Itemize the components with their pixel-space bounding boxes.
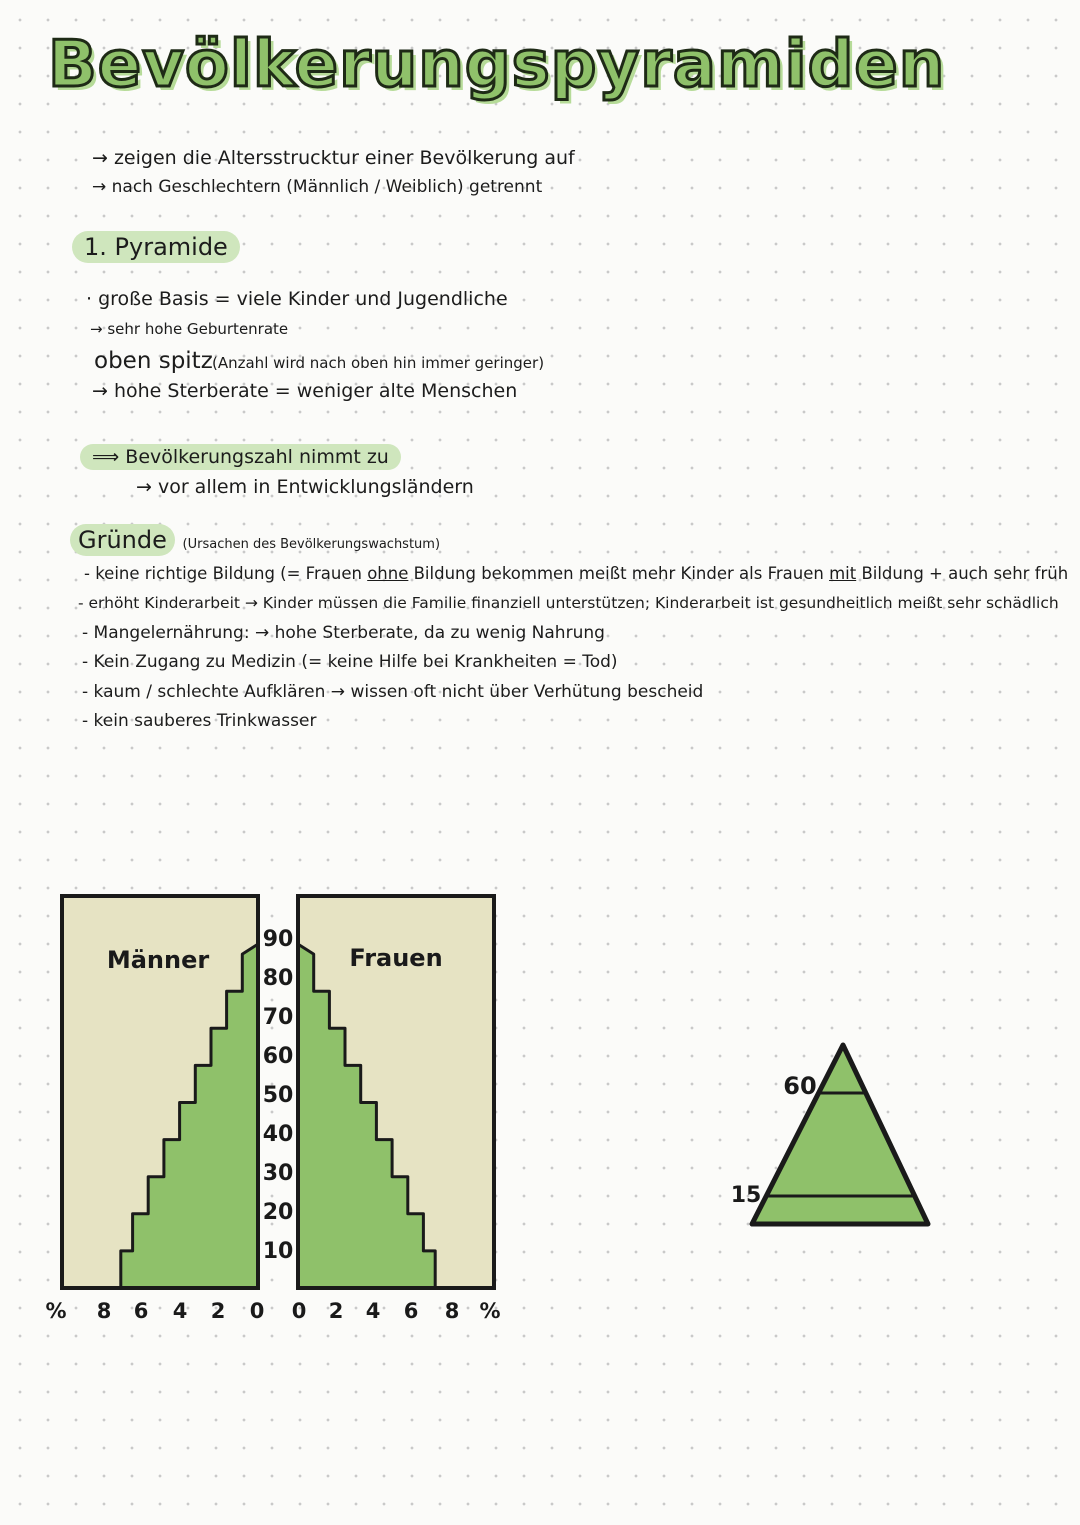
conclusion-label: ⟹ Bevölkerungszahl nimmt zu [80,444,401,470]
x-tick-label: 8 [444,1299,460,1323]
age-label: 70 [262,1005,294,1030]
age-label: 40 [262,1122,294,1147]
x-tick-label: 0 [291,1299,307,1323]
x-tick-label: 2 [328,1299,344,1323]
reason-underline-mit: mit [829,564,857,583]
x-tick-label: % [45,1299,67,1323]
reason-underline-ohne: ohne [367,564,409,583]
age-label: 20 [262,1200,294,1225]
age-label: 50 [262,1083,294,1108]
conclusion-sub: → vor allem in Entwicklungsländern [136,476,474,498]
reasons-heading-label: Gründe [70,524,175,556]
x-tick-label: 8 [96,1299,112,1323]
section-heading-label: 1. Pyramide [72,231,240,263]
x-tick-label: % [479,1299,501,1323]
reason-item-kinderarbeit: - erhöht Kinderarbeit → Kinder müssen die Familie finanziell unterstützen; Kinderarbeit ist gesundheitlich meißt sehr schädlich [78,594,1059,612]
pyramide-line-sterberate: → hohe Sterberate = weniger alte Menschen [92,380,518,402]
age-label: 60 [262,1044,294,1069]
reason-text-part: Bildung + auch sehr früh [856,564,1069,583]
page-title: Bevölkerungspyramiden [48,28,946,102]
x-tick-label: 2 [210,1299,226,1323]
pyramide-line-spitz: oben spitz [94,348,213,374]
triangle-label-60: 60 [783,1072,817,1100]
reasons-heading-note: (Ursachen des Bevölkerungswachstum) [182,537,441,552]
age-label: 80 [262,966,294,991]
triangle-label-15: 15 [730,1183,762,1208]
age-label: 10 [262,1239,294,1264]
x-tick-label: 6 [403,1299,419,1323]
intro-line-2: → nach Geschlechtern (Männlich / Weiblich) getrennt [92,177,543,197]
x-tick-label: 4 [365,1299,381,1323]
pyramide-line-basis: · große Basis = viele Kinder und Jugendliche [86,288,508,310]
pyramide-line-geburtenrate: → sehr hohe Geburtenrate [90,320,289,338]
reason-text-part: Bildung bekommen meißt mehr Kinder als Frauen [408,564,830,583]
age-label: 90 [262,927,294,952]
x-tick-label: 4 [172,1299,188,1323]
x-tick-label: 0 [249,1299,265,1323]
reason-item-aufklaerung: - kaum / schlechte Aufklären → wissen oft nicht über Verhütung bescheid [82,682,704,702]
reason-text-part: - keine richtige Bildung (= Frauen [84,564,368,583]
legend-frauen: Frauen [349,944,443,972]
x-tick-label: 6 [133,1299,149,1323]
reason-item-mangelernaehrung: - Mangelernährung: → hohe Sterberate, da zu wenig Nahrung [82,623,605,643]
reason-item-medizin: - Kein Zugang zu Medizin (= keine Hilfe bei Krankheiten = Tod) [82,652,618,672]
reason-item-trinkwasser: - kein sauberes Trinkwasser [82,711,317,731]
pyramide-line-spitz-note: (Anzahl wird nach oben hin immer geringer) [212,354,545,372]
intro-line-1: → zeigen die Altersstrucktur einer Bevölkerung auf [92,147,575,169]
legend-maenner: Männer [106,946,210,974]
age-label: 30 [262,1161,294,1186]
